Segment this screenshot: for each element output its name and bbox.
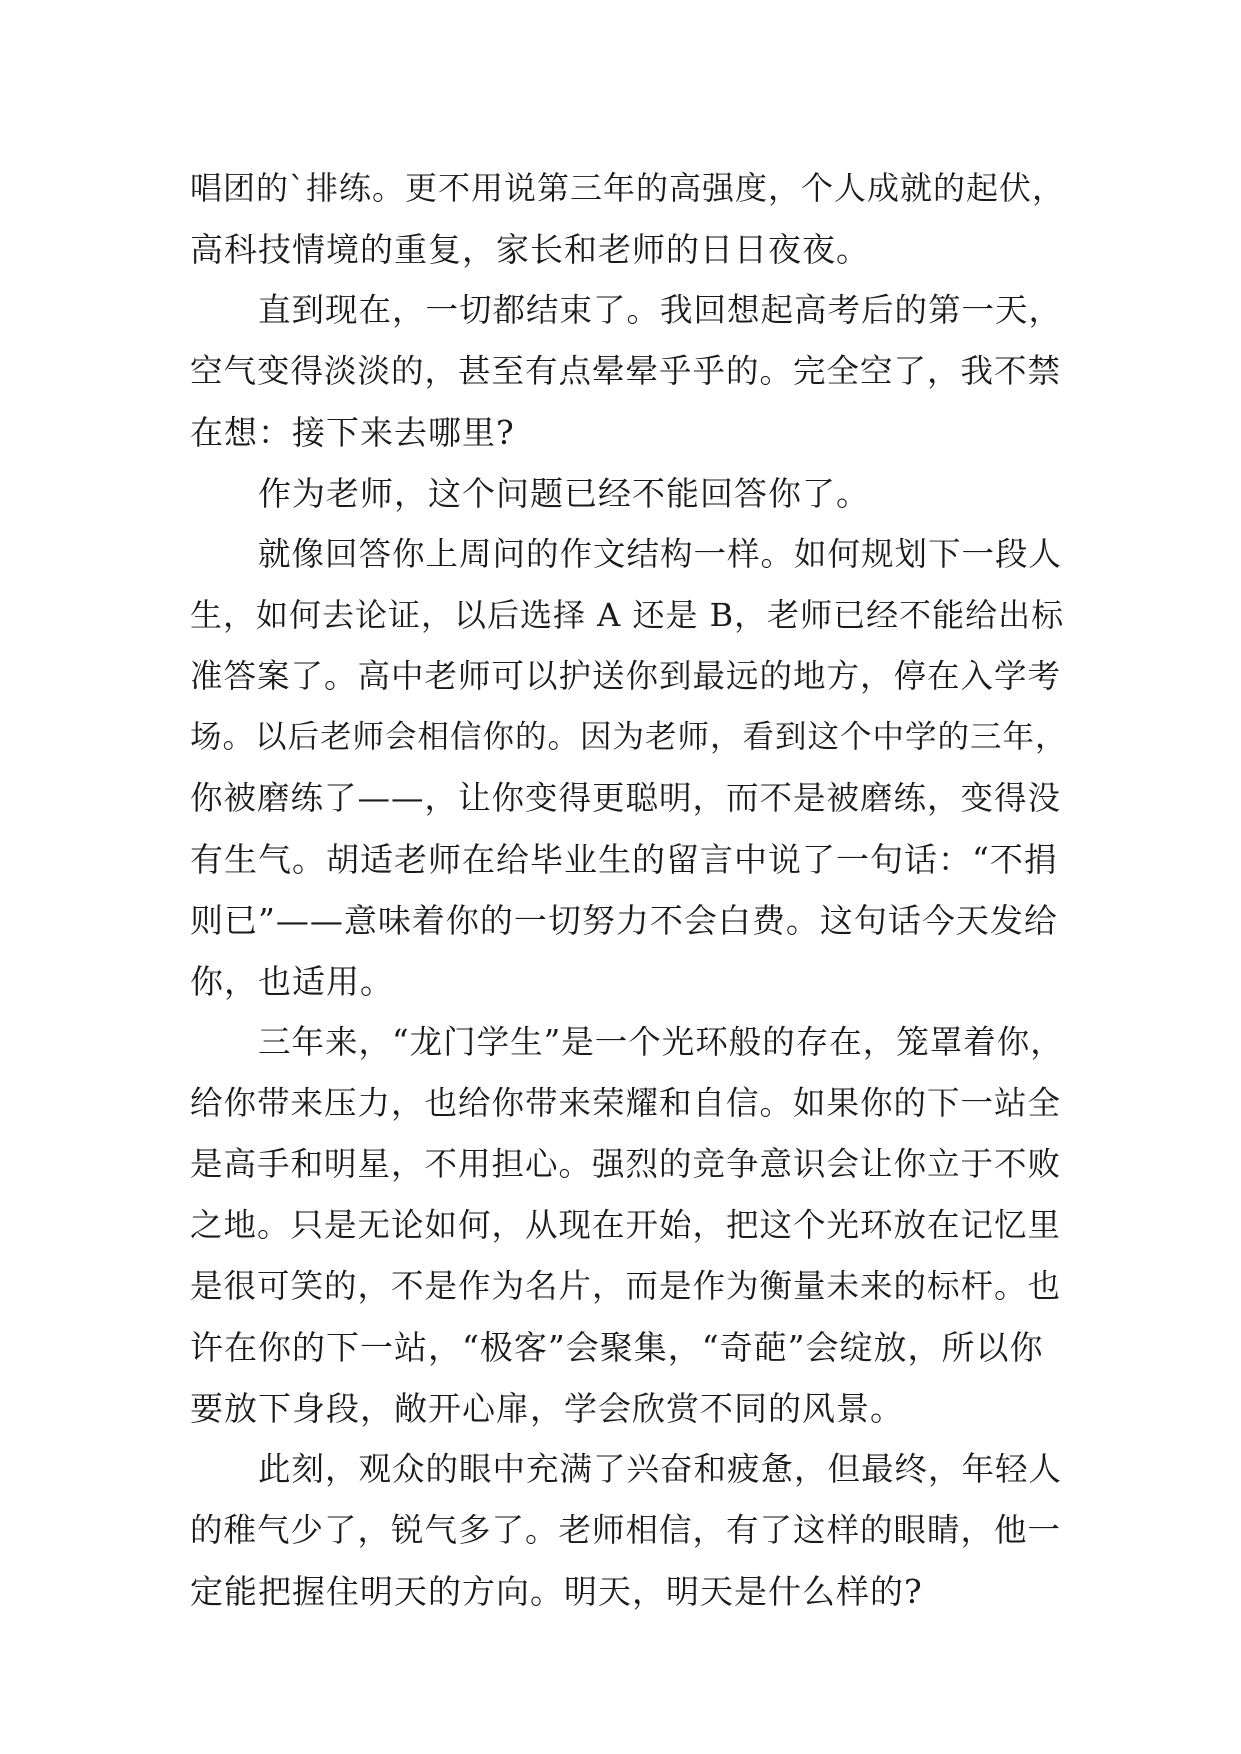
text-line: 唱团的`排练。更不用说第三年的高强度，个人成就的起伏， [190,169,1066,207]
text-line: 准答案了。高中老师可以护送你到最远的地方，停在入学考 [190,657,1062,695]
text-line: 在想：接下来去哪里? [190,413,515,452]
text-line: 要放下身段，敞开心扉，学会欣赏不同的风景。 [190,1389,904,1428]
text-line: 你，也适用。 [190,962,394,1001]
text-line: 则已”——意味着你的一切努力不会白费。这句话今天发给 [190,901,1058,940]
text-line: 的稚气少了，锐气多了。老师相信，有了这样的眼睛，他一 [190,1511,1062,1549]
text-line: 你被磨练了——，让你变得更聪明，而不是被磨练，变得没 [190,779,1062,817]
text-line: 场。以后老师会相信你的。因为老师，看到这个中学的三年， [190,719,1068,755]
text-line: 给你带来压力，也给你带来荣耀和自信。如果你的下一站全 [190,1084,1062,1122]
text-line: 高科技情境的重复，家长和老师的日日夜夜。 [190,230,870,269]
paragraph-first-line: 作为老师，这个问题已经不能回答你了。 [258,474,870,513]
paragraph-first-line: 三年来，“龙门学生”是一个光环般的存在，笼罩着你， [258,1023,1064,1061]
text-line: 定能把握住明天的方向。明天，明天是什么样的? [190,1572,923,1611]
text-line: 是很可笑的，不是作为名片，而是作为衡量未来的标杆。也 [190,1267,1062,1305]
text-line: 空气变得淡淡的，甚至有点晕晕乎乎的。完全空了，我不禁 [190,352,1062,390]
text-line: 生，如何去论证，以后选择 A 还是 B，老师已经不能给出标 [190,596,1065,634]
text-line: 是高手和明星，不用担心。强烈的竞争意识会让你立于不败 [190,1145,1062,1183]
text-line: 有生气。胡适老师在给毕业生的留言中说了一句话：“不捐 [190,840,1058,879]
document-body-text [190,158,1070,1622]
paragraph-first-line: 就像回答你上周问的作文结构一样。如何规划下一段人 [258,535,1063,573]
text-line: 许在你的下一站，“极客”会聚集，“奇葩”会绽放，所以你 [190,1328,1044,1367]
paragraph-first-line: 此刻，观众的眼中充满了兴奋和疲惫，但最终，年轻人 [258,1450,1063,1488]
text-line: 之地。只是无论如何，从现在开始，把这个光环放在记忆里 [190,1206,1062,1244]
paragraph-first-line: 直到现在，一切都结束了。我回想起高考后的第一天， [258,291,1063,329]
